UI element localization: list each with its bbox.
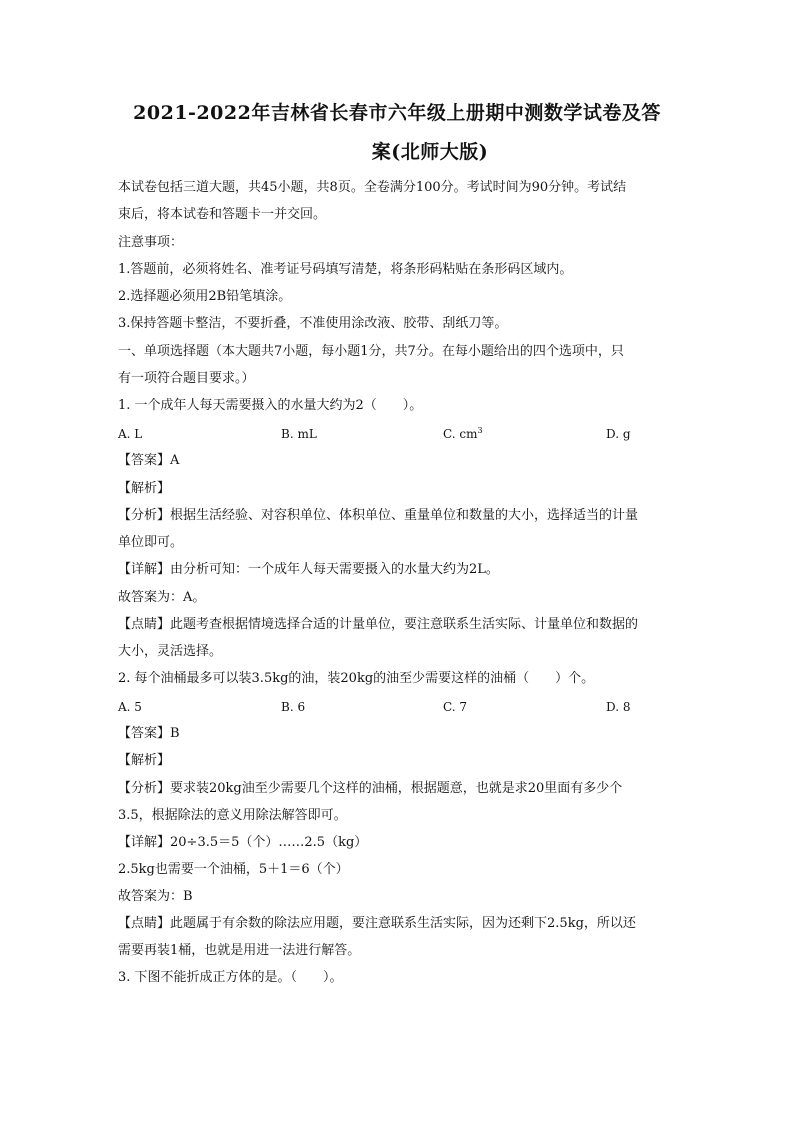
section-heading: 一、单项选择题（本大题共7小题，每小题1分，共7分。在每小题给出的四个选项中，只: [118, 344, 624, 359]
question-1-fenxi: 【分析】根据生活经验、对容积单位、体积单位、重量单位和数量的大小，选择适当的计量: [118, 508, 639, 523]
question-1-fenxi-continued: 单位即可。: [118, 535, 184, 550]
question-2-answer: 【答案】B: [118, 726, 180, 741]
notice-item-2: 2.选择题必须用2B铅笔填涂。: [118, 289, 292, 304]
question-2-analysis-tag: 【解析】: [118, 753, 171, 768]
section-heading-continued: 有一项符合题目要求。）: [118, 371, 255, 386]
notice-heading: 注意事项：: [118, 235, 184, 250]
question-1-final-answer: 故答案为：A。: [118, 590, 206, 605]
question-1-detail: 【详解】由分析可知：一个成年人每天需要摄入的水量大约为2L。: [118, 562, 499, 577]
question-1-analysis-tag: 【解析】: [118, 481, 171, 496]
question-2-option-b: B. 6: [281, 700, 306, 714]
question-3-stem: 3. 下图不能折成正方体的是。（ ）。: [118, 970, 343, 985]
question-2-fenxi-continued: 3.5，根据除法的意义用除法解答即可。: [118, 808, 347, 823]
question-2-detail: 【详解】20÷3.5＝5（个）……2.5（kg）: [118, 835, 368, 850]
question-2-comment: 【点睛】此题属于有余数的除法应用题，要注意联系生活实际，因为还剩下2.5kg，所以还: [118, 916, 636, 931]
question-1-option-b: B. mL: [281, 427, 317, 441]
question-2-option-c: C. 7: [443, 700, 468, 714]
question-2-option-d: D. 8: [606, 700, 631, 714]
question-1-comment: 【点睛】此题考查根据情境选择合适的计量单位，要注意联系生活实际、计量单位和数据的: [118, 617, 639, 632]
notice-item-3: 3.保持答题卡整洁，不要折叠，不准使用涂改液、胶带、刮纸刀等。: [118, 316, 508, 331]
question-2-fenxi: 【分析】要求装20kg油至少需要几个这样的油桶，根据题意，也就是求20里面有多少个: [118, 781, 623, 796]
question-2-final-answer: 故答案为：B: [118, 889, 193, 904]
question-1-answer: 【答案】A: [118, 453, 180, 468]
page-title: 2021-2022年吉林省长春市六年级上册期中测数学试卷及答: [133, 102, 661, 124]
question-1-option-c: C. $cm^3$: [443, 426, 483, 441]
question-2-option-a: A. 5: [118, 700, 142, 714]
question-1-stem: 1. 一个成年人每天需要摄入的水量大约为2（ ）。: [118, 398, 423, 413]
intro-paragraph: 本试卷包括三道大题，共45小题，共8页。全卷满分100分。考试时间为90分钟。考试结: [118, 180, 627, 195]
intro-paragraph-continued: 束后，将本试卷和答题卡一并交回。: [118, 207, 327, 222]
notice-item-1: 1.答题前，必须将姓名、准考证号码填写清楚，将条形码粘贴在条形码区域内。: [118, 262, 573, 277]
question-1-option-d: D. g: [606, 427, 631, 441]
page-title-continued: 案(北师大版): [371, 141, 489, 163]
question-1-comment-continued: 大小，灵活选择。: [118, 644, 223, 659]
question-2-detail-continued: 2.5kg也需要一个油桶，5＋1＝6（个）: [118, 862, 349, 877]
question-1-option-a: A. L: [118, 427, 143, 441]
question-2-stem: 2. 每个油桶最多可以装3.5kg的油，装20kg的油至少需要这样的油桶（ ）个。: [118, 671, 595, 686]
question-2-comment-continued: 需要再装1桶，也就是用进一法进行解答。: [118, 943, 361, 958]
